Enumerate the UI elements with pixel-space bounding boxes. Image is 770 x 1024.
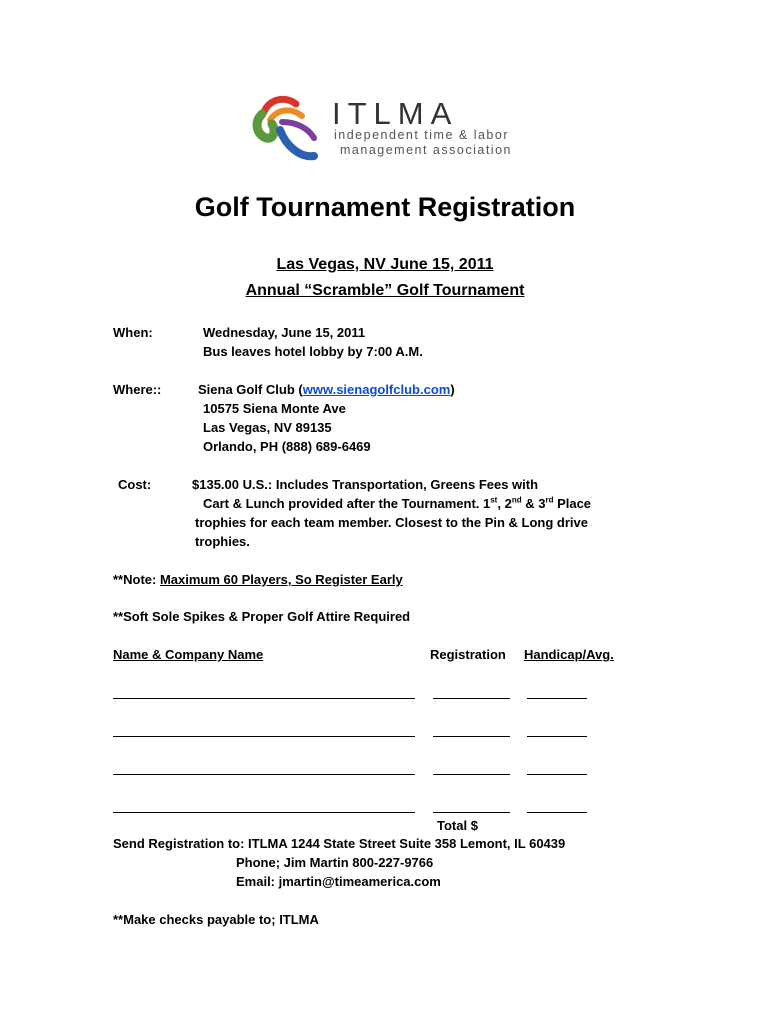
ordinal-nd: nd <box>511 495 522 505</box>
cost-sep-1: , 2 <box>497 496 512 511</box>
name-line-4[interactable] <box>113 812 415 813</box>
logo-tagline-2: management association <box>340 143 512 157</box>
col-name-header <box>113 647 415 662</box>
venue-website-link[interactable]: www.sienagolfclub.com <box>302 382 451 397</box>
handicap-line-4[interactable] <box>527 812 587 813</box>
note-max-players: Maximum 60 Players, So Register Early <box>159 572 403 587</box>
total-label: Total $ <box>437 818 478 833</box>
cost-line-4: trophies. <box>195 534 250 549</box>
registration-line-2[interactable] <box>433 736 510 737</box>
send-registration-address: Send Registration to: ITLMA 1244 State Street Suite 358 Lemont, IL 60439 <box>113 836 566 851</box>
send-registration-email: Email: jmartin@timeamerica.com <box>236 874 441 889</box>
registration-line-3[interactable] <box>433 774 510 775</box>
col-handicap-header: Handicap/Avg. <box>524 647 614 662</box>
when-date: Wednesday, June 15, 2011 <box>203 325 366 340</box>
logo-tagline-1: independent time & labor <box>334 128 509 142</box>
max-players-note <box>113 572 403 587</box>
venue-close-paren: ) <box>450 382 455 397</box>
when-bus-time: Bus leaves hotel lobby by 7:00 A.M. <box>203 344 423 359</box>
name-line-1[interactable] <box>113 698 415 699</box>
subtitle-location-date: Las Vegas, NV June 15, 2011 <box>276 256 494 273</box>
cost-line-2-end: Place <box>553 496 592 511</box>
registration-line-4[interactable] <box>433 812 510 813</box>
send-registration-phone: Phone; Jim Martin 800-227-9766 <box>236 855 434 870</box>
registration-line-1[interactable] <box>433 698 510 699</box>
cost-line-1: $135.00 U.S.: Includes Transportation, Greens Fees with <box>192 477 539 492</box>
cost-label: Cost: <box>118 477 152 492</box>
where-address-2: Las Vegas, NV 89135 <box>203 420 332 435</box>
where-address-1: 10575 Siena Monte Ave <box>203 401 346 416</box>
handicap-line-3[interactable] <box>527 774 587 775</box>
cost-line-3: trophies for each team member. Closest to the Pin & Long drive <box>195 515 588 530</box>
name-line-2[interactable] <box>113 736 415 737</box>
checks-payable-note: **Make checks payable to; ITLMA <box>113 912 319 927</box>
spikes-note: **Soft Sole Spikes & Proper Golf Attire Required <box>113 609 411 624</box>
subtitle-tournament: Annual “Scramble” Golf Tournament <box>245 282 525 299</box>
page-title: Golf Tournament Registration <box>194 192 576 222</box>
logo-swirl-icon <box>252 92 332 164</box>
where-venue <box>198 382 455 397</box>
handicap-line-2[interactable] <box>527 736 587 737</box>
name-line-3[interactable] <box>113 774 415 775</box>
cost-sep-2: & 3 <box>521 496 546 511</box>
cost-line-2 <box>203 496 591 511</box>
ordinal-st: st <box>490 495 498 505</box>
handicap-line-1[interactable] <box>527 698 587 699</box>
logo-name: ITLMA <box>332 96 459 131</box>
note-prefix: **Note: <box>113 572 160 587</box>
col-name-header-text: Name & Company Name <box>113 647 264 662</box>
when-label: When: <box>113 325 153 340</box>
cost-line-2-text: Cart & Lunch provided after the Tournament. 1 <box>203 496 491 511</box>
where-phone: Orlando, PH (888) 689-6469 <box>203 439 371 454</box>
venue-name: Siena Golf Club ( <box>198 382 303 397</box>
col-registration-header: Registration <box>430 647 506 662</box>
where-label: Where:: <box>113 382 162 397</box>
ordinal-rd: rd <box>545 495 554 505</box>
